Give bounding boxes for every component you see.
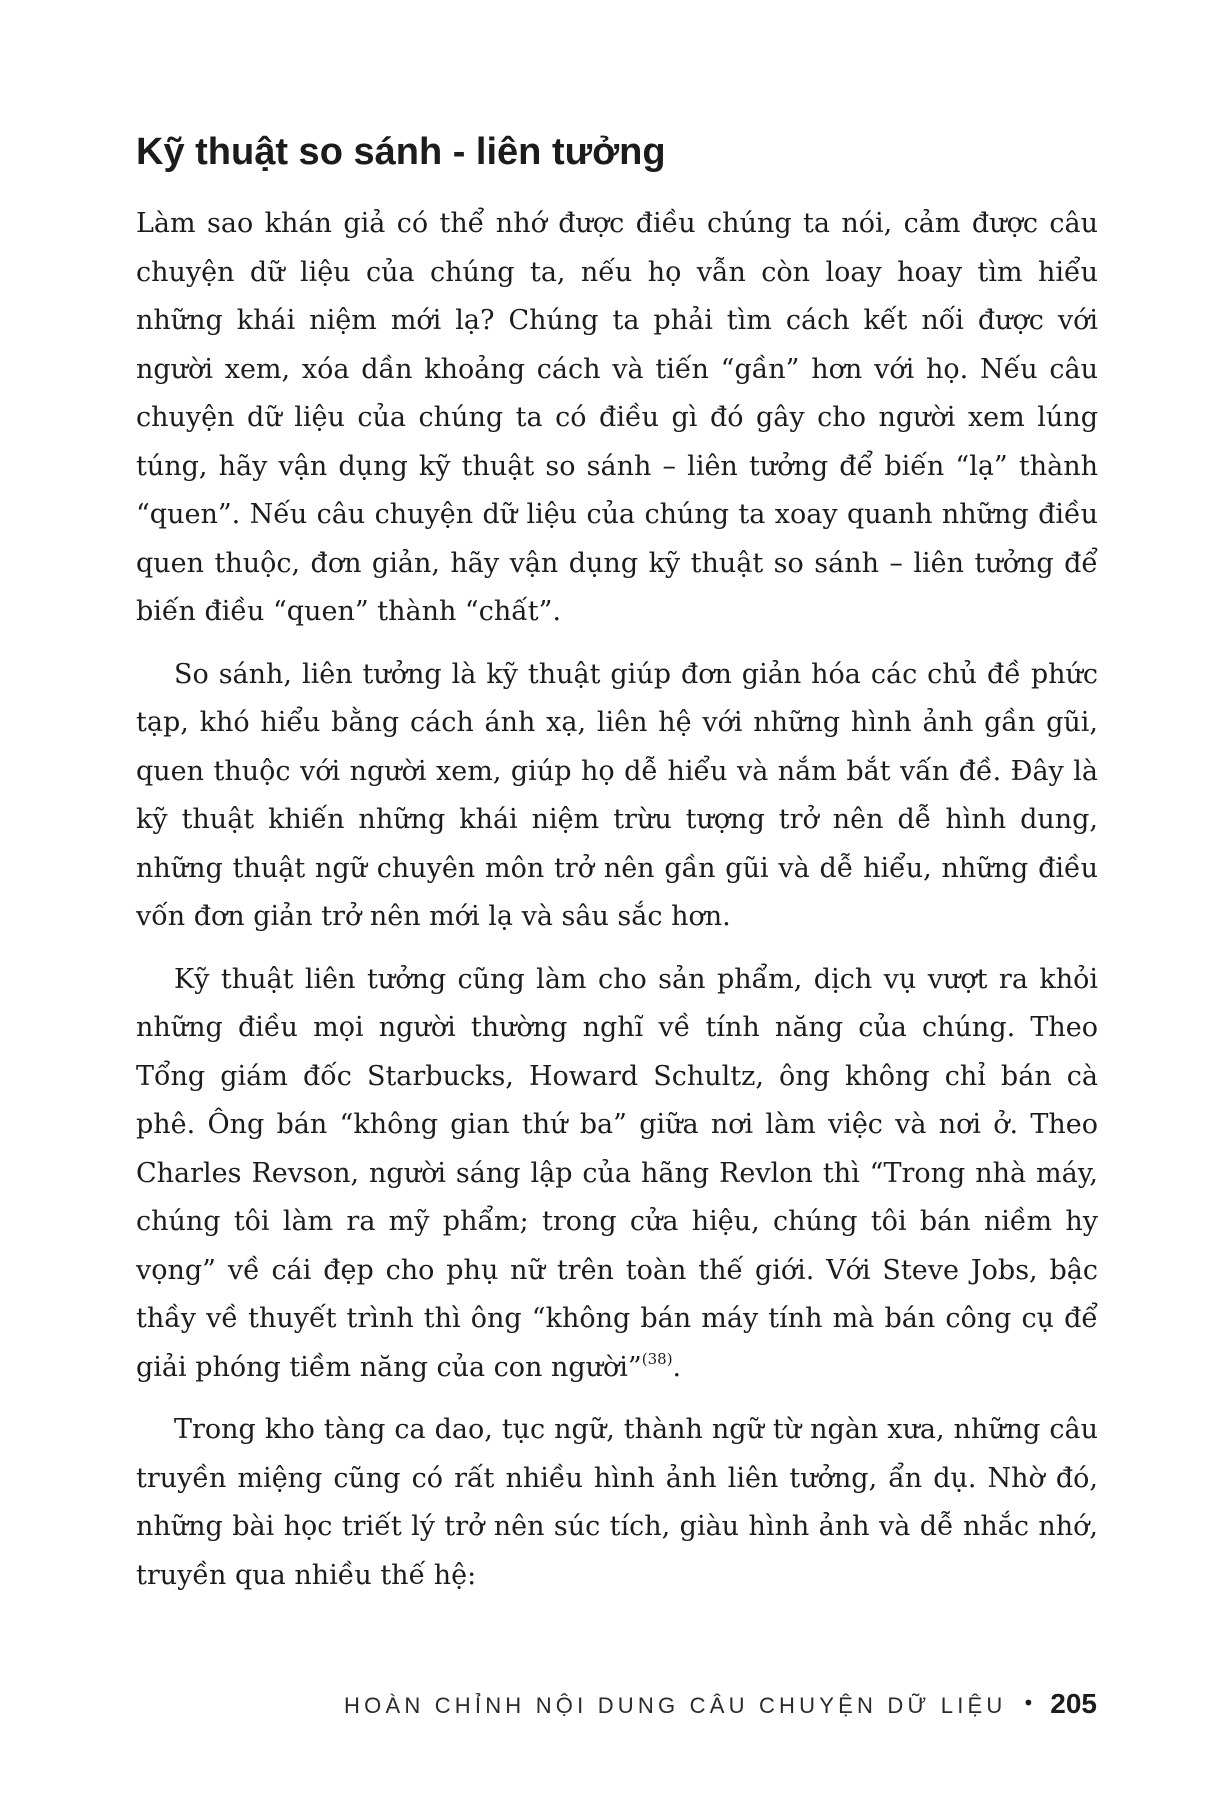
section-heading: Kỹ thuật so sánh - liên tưởng [136,131,666,173]
bullet-separator: • [1022,1691,1035,1715]
paragraph-3 [136,956,1098,1393]
page-footer [344,1688,1097,1720]
paragraph-4: Trong kho tàng ca dao, tục ngữ, thành ngữ từ ngàn xưa, những câu truyền miệng cũng có rất nhiều hình ảnh liên tưởng, ẩn dụ. Nhờ đó, những bài học triết lý trở nên súc tích, giàu hình ảnh và dễ nhắc nhớ, truyền qua nhiều thế hệ: [136,1414,1098,1591]
paragraph-3-text: Kỹ thuật liên tưởng cũng làm cho sản phẩm, dịch vụ vượt ra khỏi những điều mọi người thường nghĩ về tính năng của chúng. Theo Tổng giám đốc Starbucks, Howard Schultz, ông không chỉ bán cà phê. Ông bán “không gian thứ ba” giữa nơi làm việc và nơi ở. Theo Charles Revson, người sáng lập của hãng Revlon thì “Trong nhà máy, chúng tôi làm ra mỹ phẩm; trong cửa hiệu, chúng tôi bán niềm hy vọng” về cái đẹp cho phụ nữ trên toàn thế giới. Với Steve Jobs, bậc thầy về thuyết trình thì ông “không bán máy tính mà bán công cụ để giải phóng tiềm năng của con người” [136,963,1098,1383]
paragraph-3-tail: . [672,1351,682,1383]
paragraph-1: Làm sao khán giả có thể nhớ được điều chúng ta nói, cảm được câu chuyện dữ liệu của chúng ta, nếu họ vẫn còn loay hoay tìm hiểu những khái niệm mới lạ? Chúng ta phải tìm cách kết nối được với người xem, xóa dần khoảng cách và tiến “gần” hơn với họ. Nếu câu chuyện dữ liệu của chúng ta có điều gì đó gây cho người xem lúng túng, hãy vận dụng kỹ thuật so sánh – liên tưởng để biến “lạ” thành “quen”. Nếu câu chuyện dữ liệu của chúng ta xoay quanh những điều quen thuộc, đơn giản, hãy vận dụng kỹ thuật so sánh – liên tưởng để biến điều “quen” thành “chất”. [136,208,1098,627]
footnote-reference: (38) [641,1349,673,1368]
body-text [136,200,1098,1614]
page-number: 205 [1050,1688,1097,1719]
running-title: HOÀN CHỈNH NỘI DUNG CÂU CHUYỆN DỮ LIỆU [344,1693,1007,1718]
paragraph-2: So sánh, liên tưởng là kỹ thuật giúp đơn giản hóa các chủ đề phức tạp, khó hiểu bằng cách ánh xạ, liên hệ với những hình ảnh gần gũi, quen thuộc với người xem, giúp họ dễ hiểu và nắm bắt vấn đề. Đây là kỹ thuật khiến những khái niệm trừu tượng trở nên dễ hình dung, những thuật ngữ chuyên môn trở nên gần gũi và dễ hiểu, những điều vốn đơn giản trở nên mới lạ và sâu sắc hơn. [136,658,1098,932]
